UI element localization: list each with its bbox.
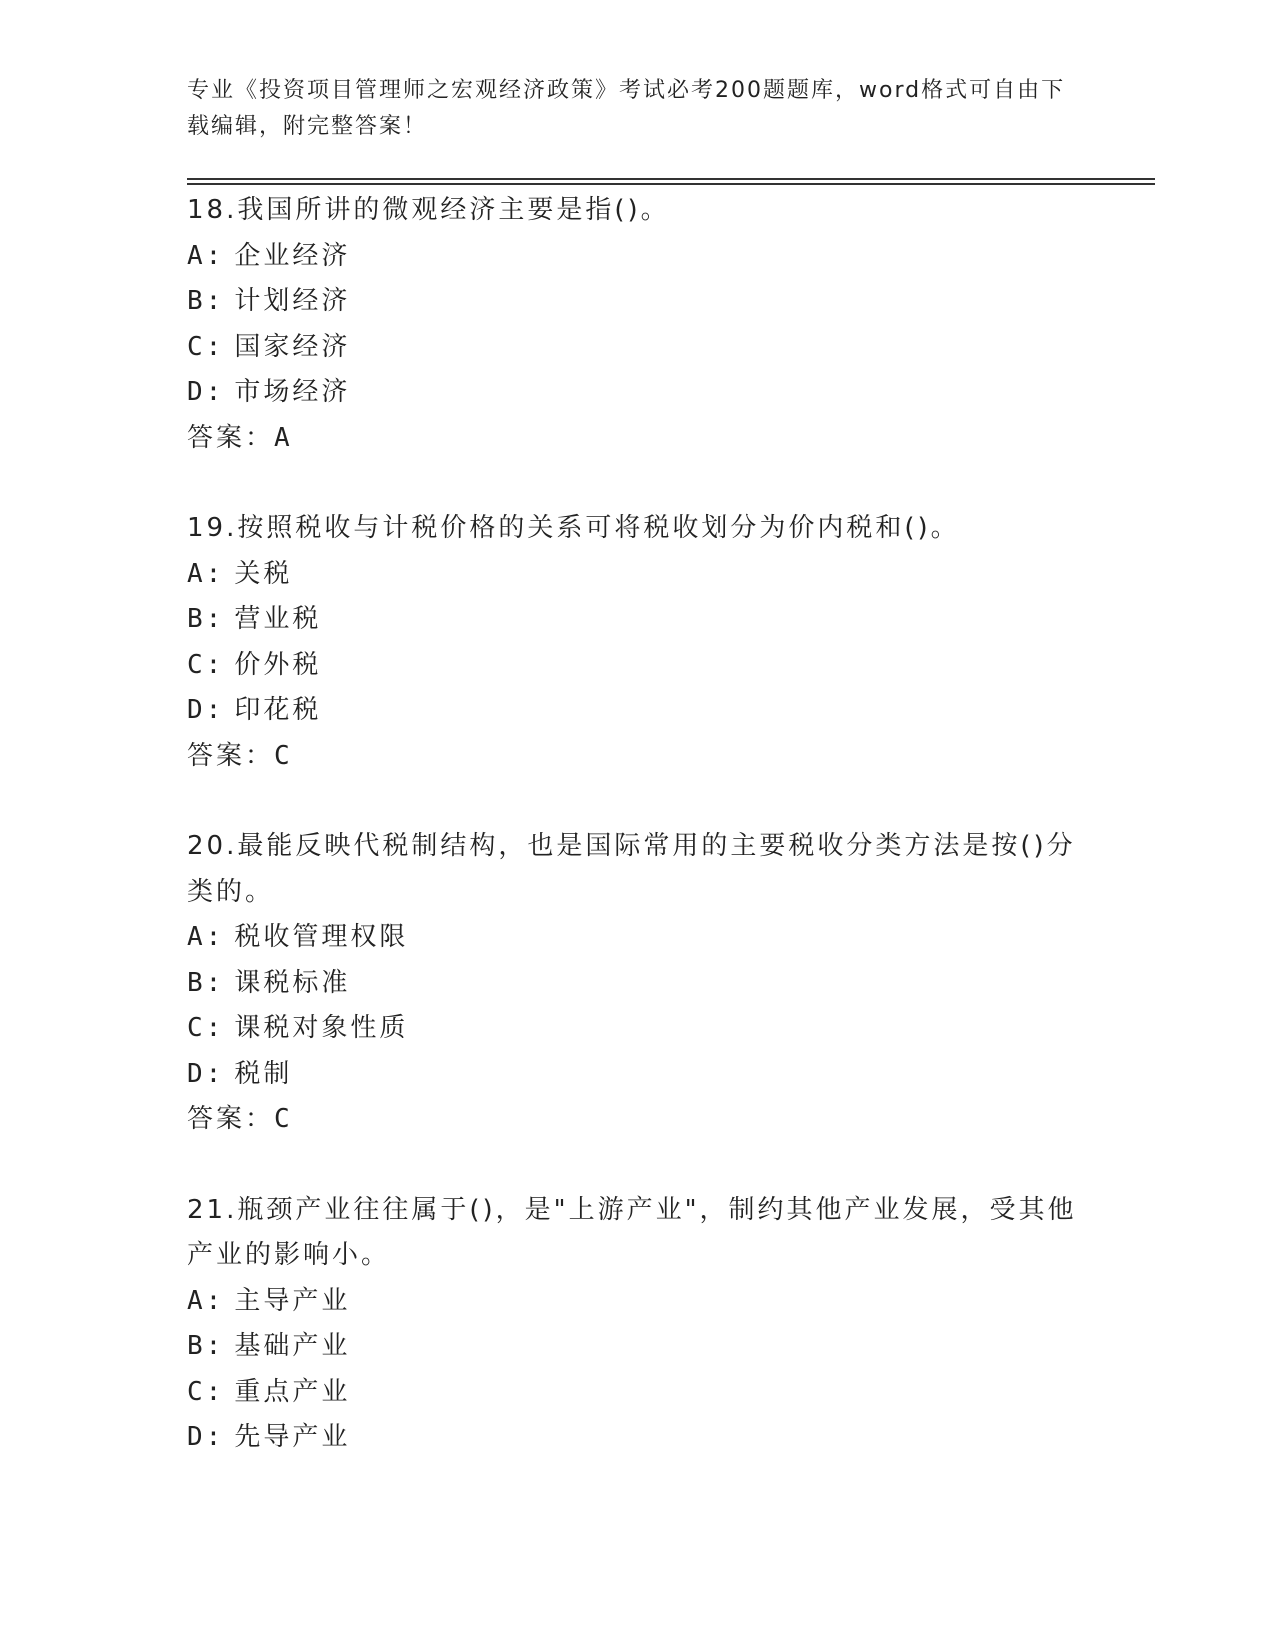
header-divider-top — [187, 178, 1155, 180]
question-list — [187, 188, 1077, 1506]
question-text: 20.最能反映代税制结构，也是国际常用的主要税收分类方法是按()分类的。 — [187, 831, 1076, 907]
answer-line — [187, 416, 1077, 462]
option-text: 基础产业 — [234, 1331, 351, 1361]
option-label: A: — [187, 558, 225, 589]
option-b — [187, 597, 1077, 643]
question-18 — [187, 188, 1077, 461]
header-divider-bottom — [187, 183, 1155, 185]
option-label: D: — [187, 377, 225, 407]
question-21 — [187, 1188, 1077, 1461]
option-text: 重点产业 — [234, 1376, 351, 1407]
answer-label: 答案： — [187, 1104, 275, 1134]
option-a — [187, 915, 1077, 961]
answer-label: 答案： — [187, 740, 275, 771]
question-20 — [187, 824, 1077, 1143]
option-label: B: — [187, 1331, 225, 1361]
option-b — [187, 961, 1077, 1007]
option-text: 市场经济 — [234, 377, 351, 407]
option-text: 关税 — [234, 558, 293, 589]
question-text: 19.按照税收与计税价格的关系可将税收划分为价内税和()。 — [187, 513, 960, 543]
option-c — [187, 1006, 1077, 1052]
option-label: A: — [187, 240, 225, 271]
question-text: 21.瓶颈产业往往属于()，是"上游产业"，制约其他产业发展，受其他产业的影响小。 — [187, 1194, 1077, 1270]
option-d — [187, 370, 1077, 416]
document-intro: 专业《投资项目管理师之宏观经济政策》考试必考200题题库，word格式可自由下载编辑，附完整答案！ — [187, 78, 1066, 139]
option-a — [187, 234, 1077, 280]
option-text: 计划经济 — [234, 286, 351, 316]
option-text: 印花税 — [234, 695, 322, 725]
option-label: D: — [187, 1058, 225, 1089]
answer-label: 答案： — [187, 422, 275, 453]
option-label: D: — [187, 1422, 225, 1452]
option-text: 税收管理权限 — [234, 922, 409, 952]
option-label: C: — [187, 1013, 225, 1043]
option-text: 价外税 — [234, 649, 322, 680]
question-19 — [187, 506, 1077, 779]
answer-line — [187, 734, 1077, 780]
option-label: C: — [187, 649, 225, 680]
option-label: B: — [187, 286, 225, 316]
option-text: 税制 — [234, 1058, 293, 1089]
option-label: A: — [187, 922, 225, 952]
option-label: A: — [187, 1285, 225, 1316]
answer-value: A — [274, 422, 293, 453]
option-label: D: — [187, 695, 225, 725]
option-a — [187, 1279, 1077, 1325]
option-d — [187, 1415, 1077, 1461]
option-b — [187, 1324, 1077, 1370]
option-text: 营业税 — [234, 604, 322, 634]
option-text: 课税对象性质 — [234, 1013, 409, 1043]
option-text: 课税标准 — [234, 967, 351, 998]
option-c — [187, 1370, 1077, 1416]
option-label: B: — [187, 967, 225, 998]
option-label: B: — [187, 604, 225, 634]
option-text: 先导产业 — [234, 1422, 351, 1452]
option-text: 主导产业 — [234, 1285, 351, 1316]
option-label: C: — [187, 1376, 225, 1407]
option-a — [187, 552, 1077, 598]
option-text: 国家经济 — [234, 331, 351, 362]
option-c — [187, 643, 1077, 689]
answer-value: C — [274, 740, 293, 771]
option-d — [187, 688, 1077, 734]
answer-line — [187, 1097, 1077, 1143]
answer-value: C — [274, 1104, 293, 1134]
option-b — [187, 279, 1077, 325]
question-text: 18.我国所讲的微观经济主要是指()。 — [187, 195, 670, 225]
option-c — [187, 325, 1077, 371]
option-text: 企业经济 — [234, 240, 351, 271]
option-d — [187, 1052, 1077, 1098]
option-label: C: — [187, 331, 225, 362]
